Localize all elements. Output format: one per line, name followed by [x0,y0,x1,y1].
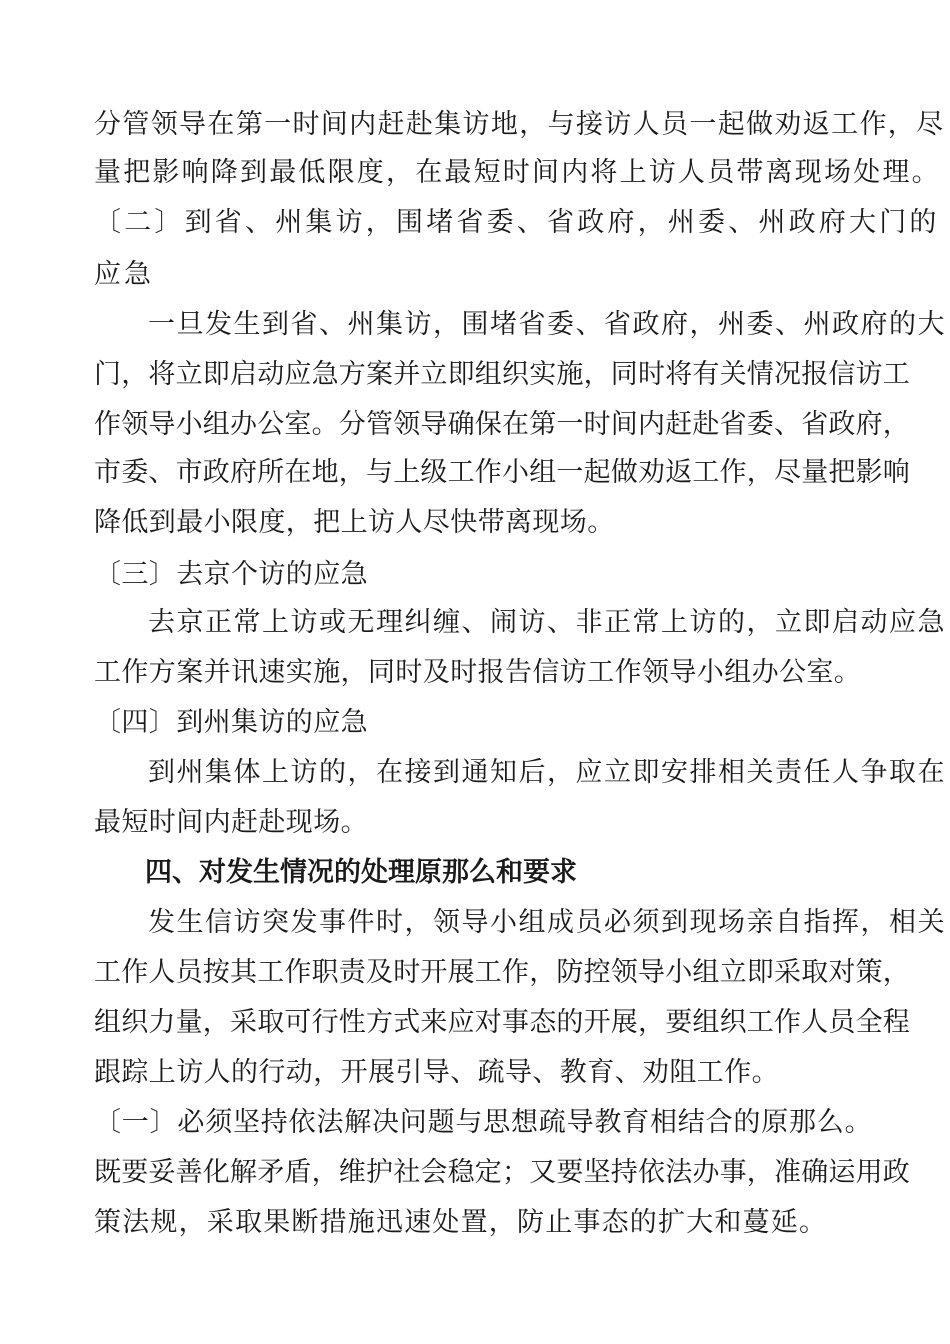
line-17: 发生信访突发事件时，领导小组成员必须到现场亲自指挥，相关 [148,907,946,938]
line-18: 工作人员按其工作职责及时开展工作，防控领导小组立即采取对策， [94,957,910,988]
line-9: 降低到最小限度，把上访人尽快带离现场。 [94,507,615,538]
section-heading-2-cont: 应急 [94,259,154,290]
line-11: 去京正常上访或无理纠缠、闹访、非正常上访的，立即启动应急 [148,607,946,638]
line-2: 量把影响降到最低限度，在最短时间内将上访人员带离现场处理。 [94,157,941,188]
line-12: 工作方案并讯速实施，同时及时报告信访工作领导小组办公室。 [94,657,862,688]
section-heading-4: 〔四〕到州集访的应急 [94,707,368,738]
chapter-heading-4: 四、对发生情况的处理原那么和要求 [145,857,577,888]
line-22: 既要妥善化解矛盾，维护社会稳定；又要坚持依法办事，准确运用政 [94,1157,910,1188]
line-15: 最短时间内赶赴现场。 [94,807,368,838]
line-6: 门，将立即启动应急方案并立即组织实施，同时将有关情况报信访工 [94,359,910,390]
line-7: 作领导小组办公室。分管领导确保在第一时间内赶赴省委、省政府， [94,409,910,440]
line-23: 策法规，采取果断措施迅速处置，防止事态的扩大和蔓延。 [94,1207,828,1238]
line-14: 到州集体上访的，在接到通知后，应立即安排相关责任人争取在 [148,757,946,788]
line-5: 一旦发生到省、州集访，围堵省委、省政府，州委、州政府的大 [148,309,946,340]
line-1: 分管领导在第一时间内赶赴集访地，与接访人员一起做劝返工作，尽 [94,109,945,140]
line-19: 组织力量，采取可行性方式来应对事态的开展，要组织工作人员全程 [94,1007,910,1038]
line-20: 跟踪上访人的行动，开展引导、疏导、教育、劝阻工作。 [94,1057,779,1088]
section-heading-3: 〔三〕去京个访的应急 [94,559,368,590]
section-heading-2: 〔二〕到省、州集访，围堵省委、省政府，州委、州政府大门的 [94,207,940,238]
section-heading-1: 〔一〕必须坚持依法解决问题与思想疏导教育相结合的原那么。 [94,1107,873,1138]
line-8: 市委、市政府所在地，与上级工作小组一起做劝返工作，尽量把影响 [94,457,910,488]
